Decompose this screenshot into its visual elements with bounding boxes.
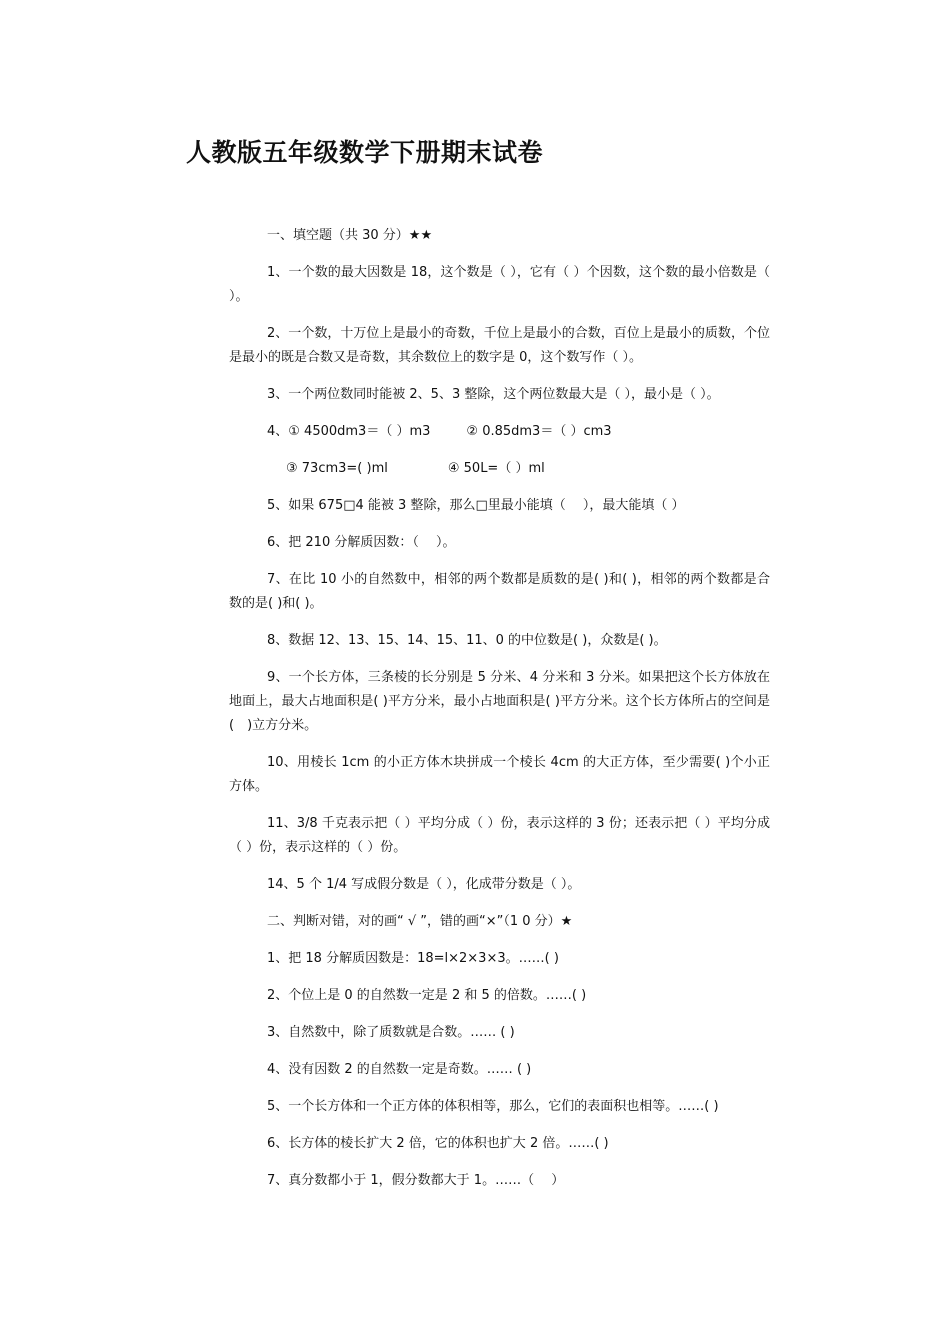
- question-1-7: 7、在比 10 小的自然数中，相邻的两个数都是质数的是( )和( )，相邻的两个数都是合数的是( )和( )。: [229, 572, 770, 611]
- question-1-10: 10、用棱长 1cm 的小正方体木块拼成一个棱长 4cm 的大正方体，至少需要( )个小正方体。: [229, 755, 770, 794]
- question-1-14: 14、5 个 1/4 写成假分数是（ ），化成带分数是（ ）。: [267, 877, 581, 892]
- question-1-4d: ④ 50L=（ ）ml: [447, 461, 545, 476]
- document-title: 人教版五年级数学下册期末试卷: [186, 138, 544, 167]
- question-2-3: 3、自然数中，除了质数就是合数。…… ( ): [267, 1025, 515, 1040]
- question-2-1: 1、把 18 分解质因数是：18=l×2×3×3。……( ): [267, 951, 559, 966]
- question-1-4c: ③ 73cm3=( )ml: [286, 461, 388, 476]
- question-1-4-row-2: [229, 457, 770, 481]
- question-1-11: 11、3/8 千克表示把（ ）平均分成（ ）份，表示这样的 3 份；还表示把（ ）平均分成（ ）份，表示这样的（ ）份。: [229, 816, 770, 855]
- question-2-4: 4、没有因数 2 的自然数一定是奇数。…… ( ): [267, 1062, 532, 1077]
- question-2-6: 6、长方体的棱长扩大 2 倍，它的体积也扩大 2 倍。……( ): [267, 1136, 609, 1151]
- question-1-4a: 4、① 4500dm3＝（ ）m3: [267, 424, 431, 439]
- question-2-5: 5、一个长方体和一个正方体的体积相等，那么，它们的表面积也相等。……( ): [267, 1099, 719, 1114]
- question-1-4-row-1: [229, 420, 770, 444]
- section-2-heading: 二、判断对错，对的画“ √ ”，错的画“×”（1 0 分）★: [267, 914, 573, 929]
- question-1-8: 8、数据 12、13、15、14、15、11、0 的中位数是( )，众数是( )。: [267, 633, 667, 648]
- question-1-1: 1、一个数的最大因数是 18，这个数是（ ），它有（ ）个因数，这个数的最小倍数是（ ）。: [229, 265, 770, 304]
- question-1-3: 3、一个两位数同时能被 2、5、3 整除，这个两位数最大是（ ），最小是（ ）。: [267, 387, 720, 402]
- question-1-2: 2、一个数，十万位上是最小的奇数，千位上是最小的合数，百位上是最小的质数，个位是最小的既是合数又是奇数，其余数位上的数字是 0，这个数写作（ ）。: [229, 326, 770, 365]
- question-2-7: 7、真分数都小于 1，假分数都大于 1。……（ ）: [267, 1173, 565, 1188]
- question-2-2: 2、个位上是 0 的自然数一定是 2 和 5 的倍数。……( ): [267, 988, 587, 1003]
- question-1-6: 6、把 210 分解质因数：（ ）。: [267, 535, 456, 550]
- exam-content: [229, 224, 770, 1206]
- question-1-5: 5、如果 675□4 能被 3 整除，那么□里最小能填（ ），最大能填（ ）: [267, 498, 685, 513]
- question-1-4b: ② 0.85dm3＝（ ）cm3: [466, 424, 612, 439]
- question-1-9: 9、一个长方体，三条棱的长分别是 5 分米、4 分米和 3 分米。如果把这个长方体放在地面上，最大占地面积是( )平方分米，最小占地面积是( )平方分米。这个长方体所占的空间是( )立方分米。: [229, 670, 770, 733]
- section-1-heading: 一、填空题（共 30 分）★★: [267, 228, 433, 243]
